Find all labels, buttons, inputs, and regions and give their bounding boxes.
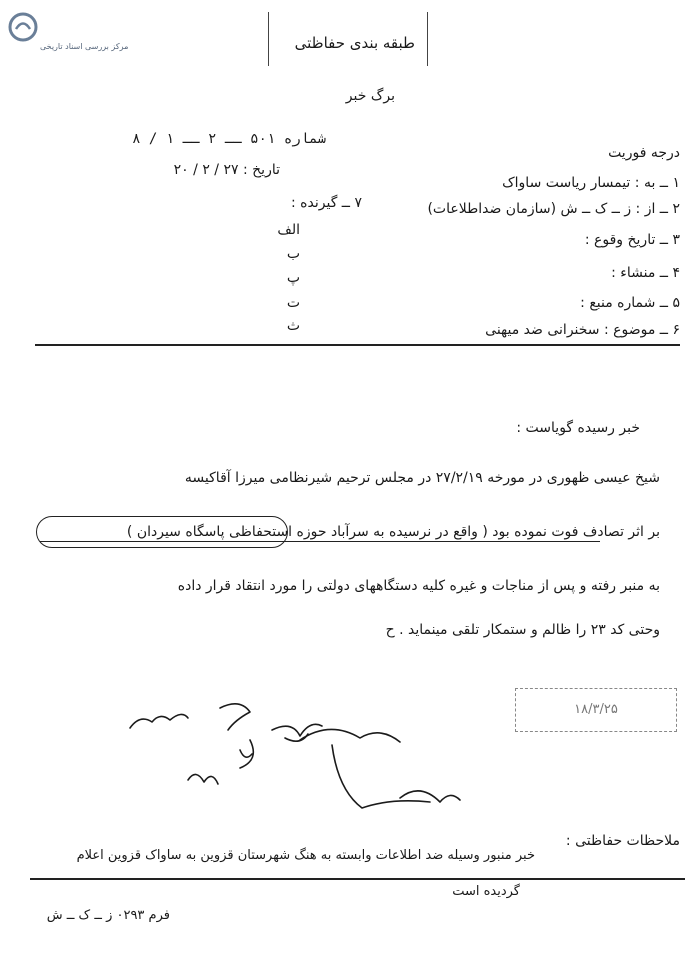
remarks-divider xyxy=(30,878,685,880)
body-line-4: وحتی کد ۲۳ را ظالم و ستمکار تلقی مینماید . ح xyxy=(385,622,660,638)
occurrence-date-field: ۳ ــ تاریخ وقوع : xyxy=(584,232,680,248)
source-number-field: ۵ ــ شماره منبع : xyxy=(580,295,680,311)
from-field: ۲ ــ از : ز ــ ک ــ ش (سازمان ضداطلاعات) xyxy=(427,201,680,217)
subject-field: ۶ ــ موضوع : سخنرانی ضد میهنی xyxy=(485,322,680,338)
reference-number-label: شماره xyxy=(283,131,326,147)
recipient-label: ۷ ــ گیرنده : xyxy=(291,195,362,211)
recipient-item-alef: الف xyxy=(277,222,300,238)
priority-field: درجه فوریت xyxy=(608,145,680,161)
remarks-label: ملاحظات حفاظتی : xyxy=(565,833,680,849)
body-line-2: بر اثر تصادف فوت نموده بود ( واقع در نرسیده به سرآباد حوزه استحفاظی پاسگاه سیردان ) xyxy=(126,524,660,540)
handwritten-signatures xyxy=(100,690,500,830)
to-field: ۱ ــ به : تیمسار ریاست ساواک xyxy=(502,175,680,191)
reference-date xyxy=(140,162,280,178)
body-line-1: شیخ عیسی ظهوری در مورخه ۲۷/۲/۱۹ در مجلس ترحیم شیرنظامی میرزا آقاکیسه xyxy=(184,470,660,486)
reference-number xyxy=(132,131,326,147)
recipient-item-se: ث xyxy=(286,318,300,334)
recipient-item-te: ت xyxy=(286,295,300,311)
recipient-item-pe: پ xyxy=(286,270,300,286)
received-stamp: ۱۸/۳/۲۵ xyxy=(515,688,677,732)
classification-title: طبقه بندی حفاظتی xyxy=(294,34,415,52)
archive-logo-icon xyxy=(8,12,38,42)
recipient-item-be: ب xyxy=(286,246,300,262)
header-divider xyxy=(35,344,680,346)
reference-date-value: ۲۷ / ۲ / ۲۰ xyxy=(173,162,239,178)
body-lead: خبر رسیده گویاست : xyxy=(516,420,640,436)
remarks-text: خبر منبور وسیله ضد اطلاعات وابسته به هنگ شهرستان قزوین به ساواک قزوین اعلام xyxy=(76,848,535,863)
watermark-text: مرکز بررسی اسناد تاریخی xyxy=(40,42,129,51)
remarks-text-continued: گردیده است xyxy=(452,884,520,899)
reference-number-value: ۵۰۱ ــ ۲ ــ ۱ / ۸ xyxy=(132,131,276,147)
highlight-oval xyxy=(36,516,288,548)
origin-field: ۴ ــ منشاء : xyxy=(611,265,680,281)
form-title: برگ خبر xyxy=(345,88,395,104)
footer-form-code: فرم ۰۲۹۳ ز ــ ک ــ ش xyxy=(46,908,170,923)
reference-date-label: تاریخ : xyxy=(242,162,280,178)
body-line-3: به منبر رفته و پس از مناجات و غیره کلیه دستگاههای دولتی را مورد انتقاد قرار داده xyxy=(177,578,660,594)
